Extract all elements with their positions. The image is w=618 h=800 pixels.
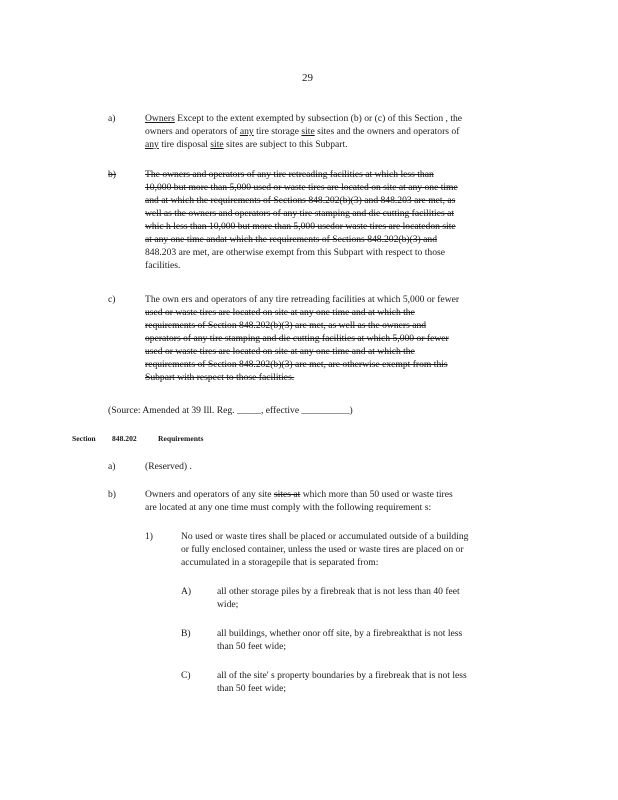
text-line: all other storage piles by a firebreak that is not less than 40 feet bbox=[217, 586, 460, 597]
struck-line: Subpart with respect to those facilities. bbox=[145, 372, 295, 383]
section-number: 848.202 bbox=[112, 434, 137, 443]
paragraph-a: Owners Except to the extent exempted by subsection (b) or (c) of this Section , the owners and operators of any tire storage site sites and the owners and operators of any tire disposal site sites are subject to this Subpart. bbox=[145, 113, 463, 150]
requirement-1 bbox=[181, 530, 468, 569]
struck-line: well as the owners and operators of any tire stamping and die cutting facilities at bbox=[145, 208, 455, 219]
section-label: Section bbox=[72, 434, 96, 443]
text-line: facilities. bbox=[145, 260, 181, 271]
struck-line: used or waste tires are located on site at any one time and at which the bbox=[145, 346, 415, 357]
struck-line: 10,000 but more than 5,000 used or waste tires are located on site at any one time bbox=[145, 182, 458, 193]
text-line: than 50 feet wide; bbox=[217, 641, 286, 652]
paragraph-b bbox=[145, 168, 458, 272]
struck-line: The owners and operators of any tire retreading facilities at which less than bbox=[145, 169, 434, 180]
struck-line: at any one time andat which the requirements of Sections 848.202(b)(3) and bbox=[145, 234, 437, 245]
text-line: No used or waste tires shall be placed or accumulated outside of a building bbox=[181, 531, 469, 542]
requirement-label-B: B) bbox=[181, 628, 191, 639]
item-label-a: a) bbox=[108, 113, 116, 124]
struck-line: operators of any tire stamping and die cutting facilities at which 5,000 or fewer bbox=[145, 333, 449, 344]
text-line: wide; bbox=[217, 599, 239, 610]
text-line: accumulated in a storagepile that is separated from: bbox=[181, 557, 379, 568]
requirement-label-A: A) bbox=[181, 586, 192, 597]
requirement-B bbox=[217, 627, 462, 653]
struck-line: requirements of Section 848.202(b)(3) are met, are otherwise exempt from this bbox=[145, 359, 448, 370]
paragraph-c bbox=[145, 293, 459, 384]
text-line: or fully enclosed container, unless the used or waste tires are placed on or bbox=[181, 544, 464, 555]
requirement-A bbox=[217, 585, 460, 611]
item-label-c: c) bbox=[108, 294, 116, 305]
requirement-label-b: b) bbox=[108, 489, 116, 500]
section-title: Requirements bbox=[158, 434, 204, 443]
struck-line: and at which the requirements of Sections 848.202(b)(3) and 848.203 are met, as bbox=[145, 195, 456, 206]
source-note: (Source: Amended at 39 Ill. Reg. _____, effective __________) bbox=[108, 405, 353, 416]
requirement-label-1: 1) bbox=[145, 531, 153, 542]
text-line: than 50 feet wide; bbox=[217, 683, 286, 694]
requirement-b: Owners and operators of any site sites at which more than 50 used or waste tires are located at any one time must comply with the following requirement s: bbox=[145, 489, 453, 513]
text-line: all buildings, whether onor off site, by a firebreakthat is not less bbox=[217, 628, 463, 639]
requirement-C bbox=[217, 669, 467, 695]
struck-line: requirements of Section 848.202(b)(3) are met, as well as the owners and bbox=[145, 320, 427, 331]
text-line: 848.203 are met, are otherwise exempt from this Subpart with respect to those bbox=[145, 247, 445, 258]
struck-line: used or waste tires are located on site at any one time and at which the bbox=[145, 307, 415, 318]
text-line: The own ers and operators of any tire retreading facilities at which 5,000 or fewer bbox=[145, 294, 460, 305]
item-label-b: b) bbox=[108, 169, 116, 180]
struck-line: whic h less than 10,000 but more than 5,000 usedor waste tires are locatedon site bbox=[145, 221, 456, 232]
requirement-label-a: a) bbox=[108, 461, 116, 472]
requirement-a: (Reserved) . bbox=[145, 461, 192, 472]
page-number: 29 bbox=[302, 72, 313, 84]
requirement-label-C: C) bbox=[181, 670, 191, 681]
text-line: all of the site' s property boundaries by a firebreak that is not less bbox=[217, 670, 467, 681]
